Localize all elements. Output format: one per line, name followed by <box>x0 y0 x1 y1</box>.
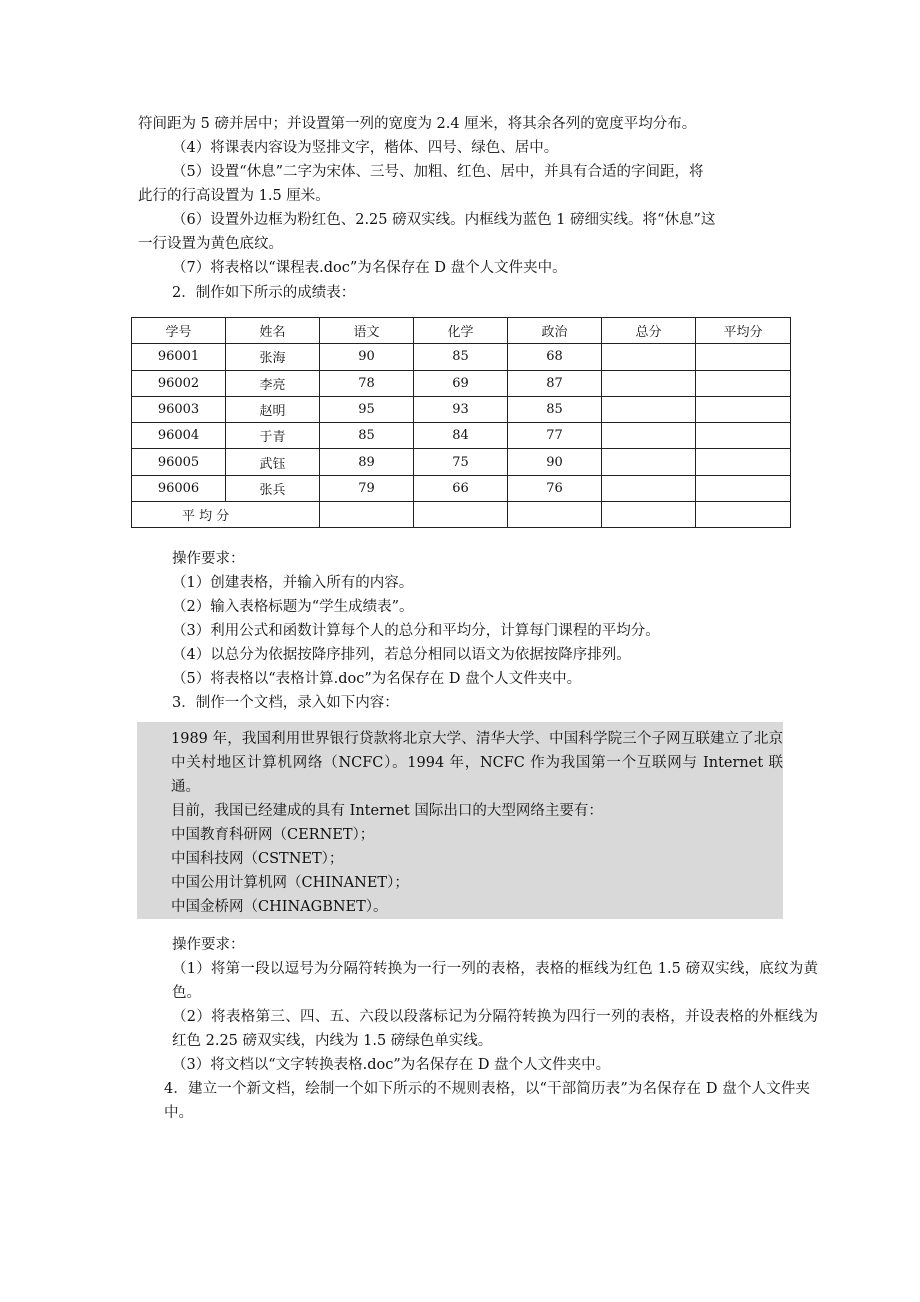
network-item: 中国科技网（CSTNET）； <box>171 851 344 867</box>
table-cell <box>696 502 791 528</box>
task2-req-item: （4）以总分为依据按降序排列，若总分相同以语文为依据按降序排列。 <box>172 647 631 663</box>
shaded-content-block <box>137 722 783 919</box>
table-cell <box>696 475 791 501</box>
table-row <box>132 344 791 370</box>
table-cell <box>696 344 791 370</box>
req-item-4: （4）将课表内容设为竖排文字，楷体、四号、绿色、居中。 <box>172 140 559 156</box>
table-cell: 66 <box>414 475 508 501</box>
table-cell: 张兵 <box>226 475 320 501</box>
table-cell <box>696 423 791 449</box>
table-cell <box>602 423 696 449</box>
header-cell: 平均分 <box>696 318 791 344</box>
table-cell: 69 <box>414 370 508 396</box>
table-cell: 赵明 <box>226 396 320 422</box>
table-cell: 95 <box>320 396 414 422</box>
table-cell: 85 <box>508 396 602 422</box>
table-cell: 87 <box>508 370 602 396</box>
table-cell <box>696 370 791 396</box>
table-cell: 96001 <box>132 344 226 370</box>
task2-req-title: 操作要求： <box>172 551 245 567</box>
task3-req-item-3: （3）将文档以“文字转换表格.doc”为名保存在 D 盘个人文件夹中。 <box>172 1057 611 1073</box>
task3-req-item-1: （1）将第一段以逗号为分隔符转换为一行一列的表格，表格的框线为红色 1.5 磅双实线，底纹为黄色。 <box>172 961 818 1001</box>
req-item-5a: （5）设置“休息”二字为宋体、三号、加粗、红色、居中，并具有合适的字间距，将 <box>172 164 704 180</box>
table-cell: 90 <box>320 344 414 370</box>
task3-req-title: 操作要求： <box>172 937 245 953</box>
network-item: 中国教育科研网（CERNET）； <box>171 827 375 843</box>
table-cell <box>602 370 696 396</box>
intro-line: 符间距为 5 磅并居中；并设置第一列的宽度为 2.4 厘米，将其余各列的宽度平均分布。 <box>138 116 697 132</box>
content-paragraph-1: 1989 年，我国利用世界银行贷款将北京大学、清华大学、中国科学院三个子网互联建立了北京中关村地区计算机网络（NCFC）。1994 年，NCFC 作为我国第一个互联网与 Internet 联通。 <box>171 731 783 795</box>
task2-req-item: （5）将表格以“表格计算.doc”为名保存在 D 盘个人文件夹中。 <box>172 671 582 687</box>
table-cell: 张海 <box>226 344 320 370</box>
network-item: 中国公用计算机网（CHINANET）； <box>171 875 409 891</box>
table-row <box>132 370 791 396</box>
table-cell <box>602 475 696 501</box>
task2-req-item: （3）利用公式和函数计算每个人的总分和平均分，计算每门课程的平均分。 <box>172 623 660 639</box>
header-cell: 学号 <box>132 318 226 344</box>
table-average-row <box>132 502 791 528</box>
table-cell: 93 <box>414 396 508 422</box>
header-cell: 语文 <box>320 318 414 344</box>
table-cell: 84 <box>414 423 508 449</box>
score-table <box>131 317 791 528</box>
table-cell: 武钰 <box>226 449 320 475</box>
table-cell: 79 <box>320 475 414 501</box>
table-cell: 李亮 <box>226 370 320 396</box>
table-cell <box>414 502 508 528</box>
table-cell: 96003 <box>132 396 226 422</box>
table-cell <box>508 502 602 528</box>
average-label: 平 均 分 <box>132 502 320 528</box>
req-item-5b: 此行的行高设置为 1.5 厘米。 <box>138 188 330 204</box>
req-item-6a: （6）设置外边框为粉红色、2.25 磅双实线。内框线为蓝色 1 磅细实线。将“休息”这 <box>172 212 716 228</box>
table-cell: 75 <box>414 449 508 475</box>
table-cell <box>602 502 696 528</box>
task3-req-item-2: （2）将表格第三、四、五、六段以段落标记为分隔符转换为四行一列的表格，并设表格的外框线为红色 2.25 磅双实线，内线为 1.5 磅绿色单实线。 <box>172 1009 818 1049</box>
table-cell: 96005 <box>132 449 226 475</box>
header-cell: 政治 <box>508 318 602 344</box>
table-cell: 96006 <box>132 475 226 501</box>
task2-req-item: （1）创建表格，并输入所有的内容。 <box>172 575 414 591</box>
table-cell <box>602 449 696 475</box>
table-cell: 76 <box>508 475 602 501</box>
content-paragraph-2: 目前，我国已经建成的具有 Internet 国际出口的大型网络主要有： <box>171 803 603 819</box>
table-row <box>132 449 791 475</box>
task3-heading: 3．制作一个文档，录入如下内容： <box>172 695 399 711</box>
table-row <box>132 423 791 449</box>
table-row <box>132 475 791 501</box>
task2-req-item: （2）输入表格标题为“学生成绩表”。 <box>172 599 414 615</box>
task2-heading: 2．制作如下所示的成绩表： <box>172 285 356 301</box>
table-cell <box>696 396 791 422</box>
header-cell: 化学 <box>414 318 508 344</box>
table-cell: 85 <box>320 423 414 449</box>
table-cell: 96004 <box>132 423 226 449</box>
table-header-row <box>132 318 791 344</box>
header-cell: 总分 <box>602 318 696 344</box>
table-cell: 于青 <box>226 423 320 449</box>
table-cell <box>602 344 696 370</box>
table-cell: 78 <box>320 370 414 396</box>
table-cell <box>602 396 696 422</box>
table-cell: 77 <box>508 423 602 449</box>
table-cell: 89 <box>320 449 414 475</box>
table-cell <box>696 449 791 475</box>
network-item: 中国金桥网（CHINAGBNET）。 <box>171 899 388 915</box>
task4-text: 4．建立一个新文档，绘制一个如下所示的不规则表格，以“干部简历表”为名保存在 D 盘个人文件夹中。 <box>164 1081 810 1121</box>
req-item-7: （7）将表格以“课程表.doc”为名保存在 D 盘个人文件夹中。 <box>172 260 567 276</box>
table-cell: 68 <box>508 344 602 370</box>
table-cell: 96002 <box>132 370 226 396</box>
table-row <box>132 396 791 422</box>
req-item-6b: 一行设置为黄色底纹。 <box>138 236 283 252</box>
table-cell <box>320 502 414 528</box>
table-cell: 90 <box>508 449 602 475</box>
header-cell: 姓名 <box>226 318 320 344</box>
table-cell: 85 <box>414 344 508 370</box>
